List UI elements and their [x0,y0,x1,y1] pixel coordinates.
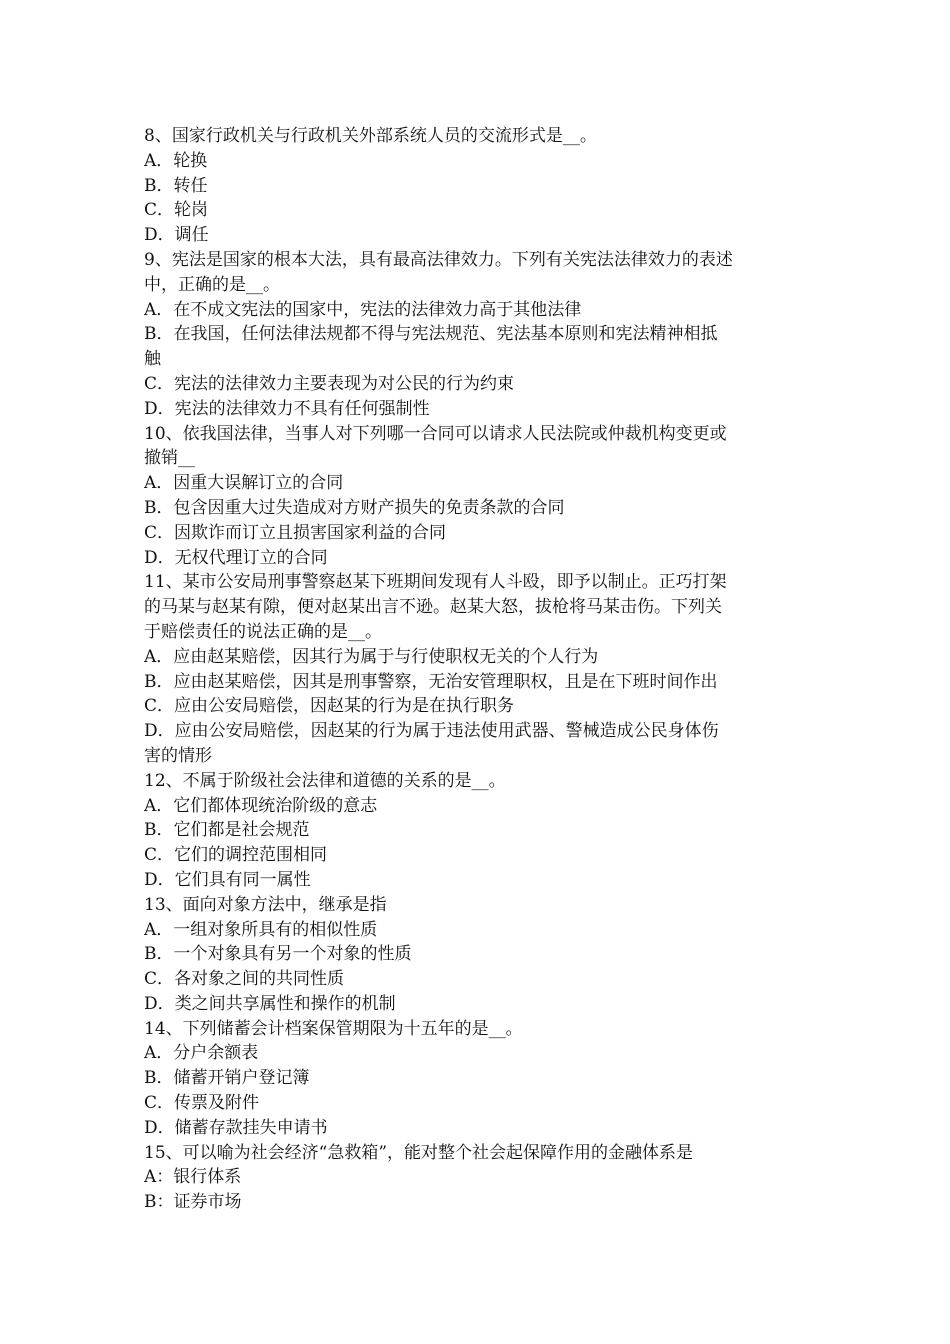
text-line: D．无权代理订立的合同 [144,547,328,568]
text-line: B．一个对象具有另一个对象的性质 [144,944,412,965]
text-line: 12、不属于阶级社会法律和道德的关系的是__。 [144,770,506,791]
text-line: D．储蓄存款挂失申请书 [144,1117,328,1138]
text-line: C．轮岗 [144,200,209,221]
document-page [144,124,808,1215]
text-line: C．各对象之间的共同性质 [144,969,345,990]
text-line: 15、可以喻为社会经济“急救箱”，能对整个社会起保障作用的金融体系是 [144,1142,694,1163]
text-line: A．因重大误解订立的合同 [144,473,344,494]
text-line: B．在我国，任何法律法规都不得与宪法规范、宪法基本原则和宪法精神相抵 [144,324,718,345]
text-line: B．储蓄开销户登记簿 [144,1068,310,1089]
text-line: A．应由赵某赔偿，因其行为属于与行使职权无关的个人行为 [144,646,599,667]
text-line: 9、宪法是国家的根本大法，具有最高法律效力。下列有关宪法法律效力的表述 [144,249,733,270]
text-line: 10、依我国法律，当事人对下列哪一合同可以请求人民法院或仲裁机构变更或 [144,423,727,444]
text-line: A．它们都体现统治阶级的意志 [144,795,378,816]
text-line: 的马某与赵某有隙，便对赵某出言不逊。赵某大怒，拔枪将马某击伤。下列关 [144,597,722,618]
text-line: 触 [144,349,161,370]
text-line: B．应由赵某赔偿，因其是刑事警察，无治安管理职权，且是在下班时间作出 [144,671,718,692]
text-line: 8、国家行政机关与行政机关外部系统人员的交流形式是__。 [144,126,597,146]
text-line: 于赔偿责任的说法正确的是__。 [144,621,382,642]
text-line: D．调任 [144,225,209,246]
text-line: C．因欺诈而订立且损害国家利益的合同 [144,522,447,543]
text-line: A．一组对象所具有的相似性质 [144,919,378,940]
text-line: A．分户余额表 [144,1043,259,1064]
text-line: D．宪法的法律效力不具有任何强制性 [144,398,430,419]
text-line: 11、某市公安局刑事警察赵某下班期间发现有人斗殴，即予以制止。正巧打架 [144,572,727,593]
text-line: B：证券市场 [144,1192,242,1213]
text-line: A：银行体系 [144,1167,242,1188]
text-line: C．宪法的法律效力主要表现为对公民的行为约束 [144,373,515,394]
text-line: B．包含因重大过失造成对方财产损失的免责条款的合同 [144,497,565,518]
text-line: 13、面向对象方法中，继承是指 [144,894,387,915]
text-line: A．在不成文宪法的国家中，宪法的法律效力高于其他法律 [144,299,582,320]
text-line: D．应由公安局赔偿，因赵某的行为属于违法使用武器、警械造成公民身体伤 [144,721,719,742]
text-line: D．类之间共享属性和操作的机制 [144,993,396,1014]
text-line: 中，正确的是__。 [144,274,280,295]
text-line: B．转任 [144,175,208,196]
text-line: A．轮换 [144,150,208,171]
text-line: 害的情形 [144,745,212,766]
text-line: 撤销__ [144,448,195,469]
text-line: C．传票及附件 [144,1093,260,1114]
text-line: D．它们具有同一属性 [144,869,311,890]
text-line: C．它们的调控范围相同 [144,845,328,866]
text-line: 14、下列储蓄会计档案保管期限为十五年的是__。 [144,1018,523,1039]
text-line: B．它们都是社会规范 [144,820,310,841]
text-line: C．应由公安局赔偿，因赵某的行为是在执行职务 [144,696,515,717]
